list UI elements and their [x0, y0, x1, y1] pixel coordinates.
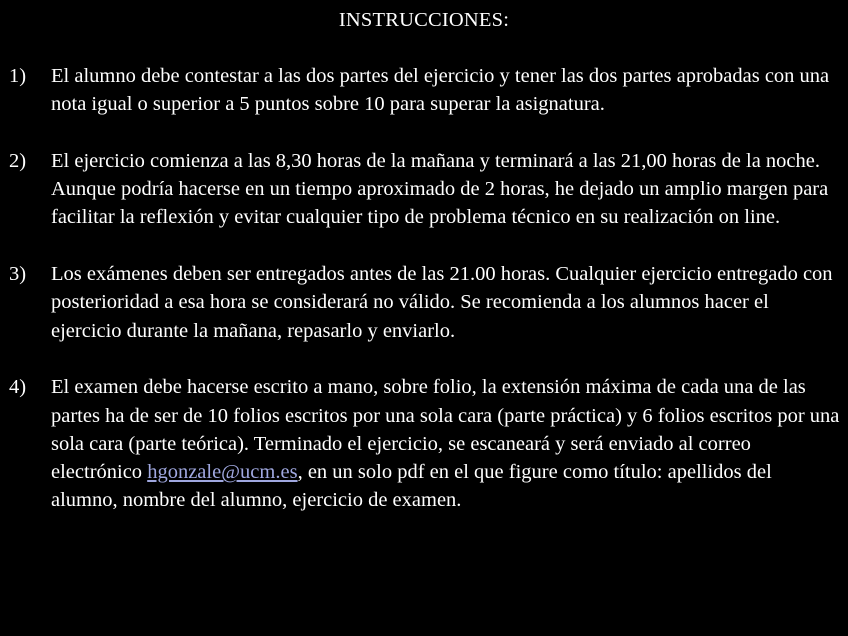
item-text: El alumno debe contestar a las dos partes del ejercicio y tener las dos partes aprobadas con una nota igual o superior a 5 puntos sobre 10 para superar la asignatura. [51, 65, 830, 116]
list-item [0, 373, 848, 514]
instructions-list [0, 62, 848, 543]
item-number: 3) [9, 263, 27, 286]
item-number: 2) [9, 149, 27, 172]
list-item [0, 62, 848, 119]
item-text: El ejercicio comienza a las 8,30 horas de la mañana y terminará a las 21,00 horas de la noche. Aunque podría hacerse en un tiempo aproximado de 2 horas, he dejado un amplio margen para facilitar la reflexión y evitar cualquier tipo de problema técnico en su realización on line. [51, 149, 829, 229]
list-item [0, 260, 848, 345]
item-text-before-link: El examen debe hacerse escrito a mano, sobre folio, la extensión máxima de cada una de las partes ha de ser de 10 folios escritos por una sola cara (parte práctica) y 6 folios escritos por una sola cara (parte teórica). Terminado el ejercicio, se escaneará y será enviado al correo electrónico [51, 376, 840, 484]
list-item [0, 147, 848, 232]
item-number: 4) [9, 376, 27, 399]
item-text: Los exámenes deben ser entregados antes de las 21.00 horas. Cualquier ejercicio entregado con posterioridad a esa hora se considerará no válido. Se recomienda a los alumnos hacer el ejercicio durante la mañana, repasarlo y enviarlo. [51, 263, 833, 342]
email-link[interactable]: hgonzale@ucm.es [147, 461, 298, 484]
item-number: 1) [9, 65, 27, 87]
item-text-after-link: , en un solo pdf en el que figure como título: apellidos del alumno, nombre del alumno, ejercicio de examen. [51, 461, 772, 512]
page-title: INSTRUCCIONES: [338, 9, 510, 31]
